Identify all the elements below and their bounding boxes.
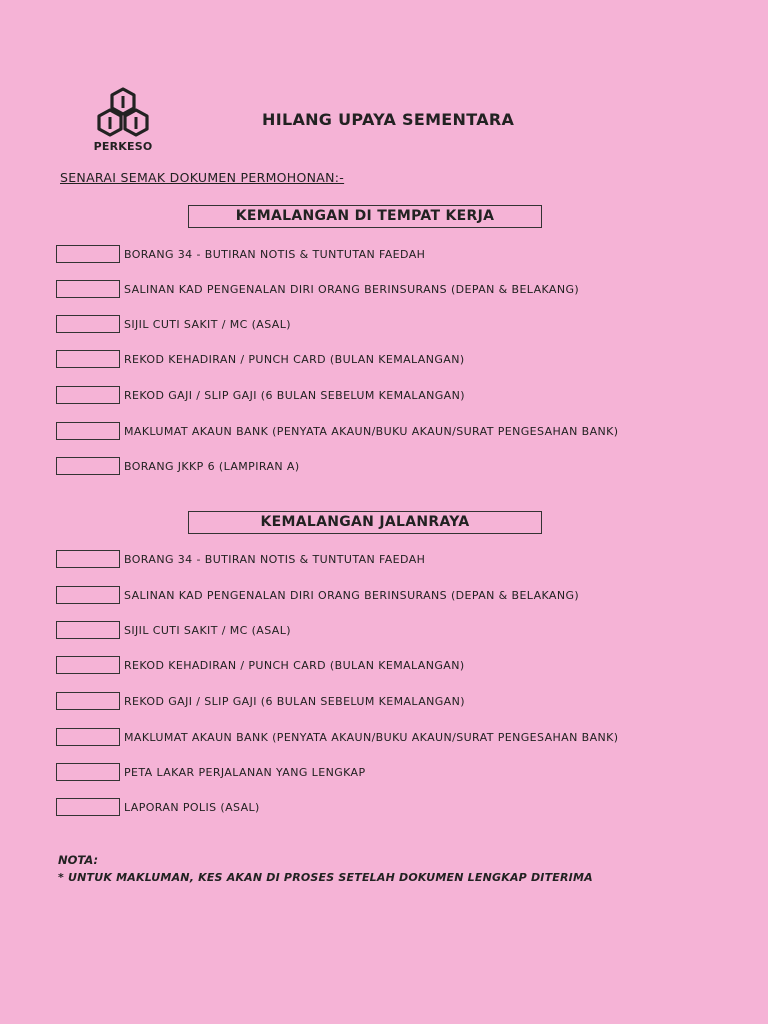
checklist-item-label: SALINAN KAD PENGENALAN DIRI ORANG BERINSURANS (DEPAN & BELAKANG) bbox=[124, 588, 580, 602]
checklist-item-label: BORANG JKKP 6 (LAMPIRAN A) bbox=[124, 459, 300, 473]
checklist-item bbox=[56, 762, 366, 782]
perkeso-emblem-icon bbox=[93, 86, 153, 138]
checklist-subtitle: SENARAI SEMAK DOKUMEN PERMOHONAN:- bbox=[60, 170, 345, 185]
checklist-item-label: MAKLUMAT AKAUN BANK (PENYATA AKAUN/BUKU AKAUN/SURAT PENGESAHAN BANK) bbox=[124, 730, 619, 744]
checklist-item-label: BORANG 34 - BUTIRAN NOTIS & TUNTUTAN FAEDAH bbox=[124, 552, 426, 566]
checklist-item-label: MAKLUMAT AKAUN BANK (PENYATA AKAUN/BUKU AKAUN/SURAT PENGESAHAN BANK) bbox=[124, 424, 619, 438]
checklist-item bbox=[56, 349, 465, 369]
checklist-checkbox[interactable] bbox=[56, 621, 120, 639]
logo-text: PERKESO bbox=[93, 140, 153, 153]
checklist-checkbox[interactable] bbox=[56, 386, 120, 404]
checklist-item bbox=[56, 421, 618, 441]
checklist-checkbox[interactable] bbox=[56, 315, 120, 333]
checklist-checkbox[interactable] bbox=[56, 422, 120, 440]
checklist-checkbox[interactable] bbox=[56, 692, 120, 710]
section-title-road-accident: KEMALANGAN JALANRAYA bbox=[188, 511, 542, 534]
checklist-item bbox=[56, 314, 291, 334]
checklist-item bbox=[56, 620, 291, 640]
checklist-item bbox=[56, 727, 618, 747]
note-label: NOTA: bbox=[58, 853, 99, 867]
checklist-item bbox=[56, 549, 425, 569]
checklist-item-label: PETA LAKAR PERJALANAN YANG LENGKAP bbox=[124, 765, 366, 779]
checklist-checkbox[interactable] bbox=[56, 245, 120, 263]
page-title: HILANG UPAYA SEMENTARA bbox=[262, 110, 515, 129]
checklist-item bbox=[56, 655, 465, 675]
checklist-checkbox[interactable] bbox=[56, 656, 120, 674]
checklist-item-label: REKOD KEHADIRAN / PUNCH CARD (BULAN KEMALANGAN) bbox=[124, 352, 465, 366]
checklist-checkbox[interactable] bbox=[56, 798, 120, 816]
checklist-checkbox[interactable] bbox=[56, 586, 120, 604]
checklist-item bbox=[56, 797, 260, 817]
checklist-checkbox[interactable] bbox=[56, 350, 120, 368]
section-title-workplace-accident: KEMALANGAN DI TEMPAT KERJA bbox=[188, 205, 542, 228]
checklist-checkbox[interactable] bbox=[56, 550, 120, 568]
checklist-item-label: REKOD KEHADIRAN / PUNCH CARD (BULAN KEMALANGAN) bbox=[124, 658, 465, 672]
checklist-item bbox=[56, 244, 425, 264]
checklist-item-label: LAPORAN POLIS (ASAL) bbox=[124, 800, 260, 814]
checklist-item-label: BORANG 34 - BUTIRAN NOTIS & TUNTUTAN FAEDAH bbox=[124, 247, 426, 261]
checklist-item bbox=[56, 585, 579, 605]
checklist-item bbox=[56, 691, 465, 711]
checklist-item bbox=[56, 279, 579, 299]
checklist-item-label: REKOD GAJI / SLIP GAJI (6 BULAN SEBELUM KEMALANGAN) bbox=[124, 694, 465, 708]
checklist-item-label: SALINAN KAD PENGENALAN DIRI ORANG BERINSURANS (DEPAN & BELAKANG) bbox=[124, 282, 580, 296]
checklist-item-label: REKOD GAJI / SLIP GAJI (6 BULAN SEBELUM KEMALANGAN) bbox=[124, 388, 465, 402]
checklist-checkbox[interactable] bbox=[56, 457, 120, 475]
checklist-item-label: SIJIL CUTI SAKIT / MC (ASAL) bbox=[124, 317, 291, 331]
checklist-item bbox=[56, 456, 300, 476]
checklist-item-label: SIJIL CUTI SAKIT / MC (ASAL) bbox=[124, 623, 291, 637]
checklist-checkbox[interactable] bbox=[56, 728, 120, 746]
checklist-checkbox[interactable] bbox=[56, 763, 120, 781]
perkeso-logo bbox=[90, 86, 156, 153]
note-text: * UNTUK MAKLUMAN, KES AKAN DI PROSES SETELAH DOKUMEN LENGKAP DITERIMA bbox=[58, 871, 593, 884]
checklist-item bbox=[56, 385, 465, 405]
checklist-checkbox[interactable] bbox=[56, 280, 120, 298]
